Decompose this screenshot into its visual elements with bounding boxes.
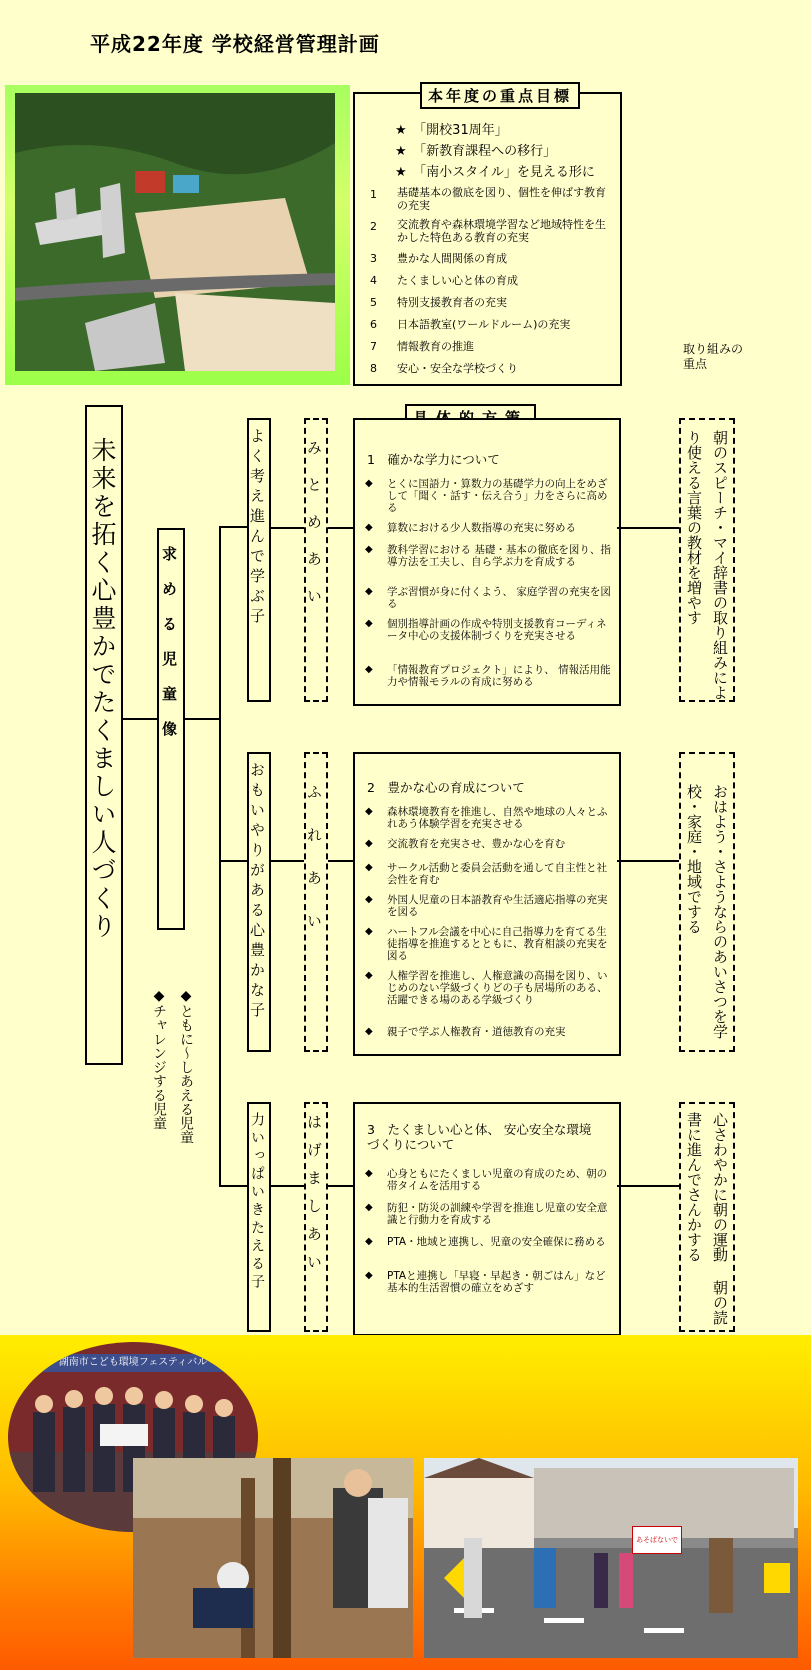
crossing-guard-photo <box>424 1458 798 1658</box>
goal-item: 情報教育の推進 <box>397 340 474 353</box>
bullet-text: ともに〜しあえる児童 <box>178 1004 194 1144</box>
connector-line <box>219 1185 247 1187</box>
diamond-icon: ◆ <box>365 1168 373 1179</box>
goal-item: 安心・安全な学校づくり <box>397 362 518 375</box>
school-aerial-photo <box>15 93 335 371</box>
goals-box <box>353 92 622 386</box>
diamond-icon: ◆ <box>365 1236 373 1247</box>
keyword-1: みとめあい <box>304 418 328 702</box>
diamond-icon: ◆ <box>365 544 373 555</box>
bullet-text: チャレンジする児童 <box>151 1004 167 1130</box>
connector-line <box>123 718 157 720</box>
diamond-icon: ◆ <box>365 1026 373 1037</box>
diamond-icon: ◆ <box>365 970 373 981</box>
forest-illustration <box>133 1458 413 1658</box>
connector-line <box>328 860 353 862</box>
measure-item: ◆ 人権学習を推進し、人権意識の高揚を図り、いじめのない学級づくりどの子も居場所のある、 活躍できる場のある学級づくり <box>365 970 608 1006</box>
school-motto: 未来を拓く心豊かでたくましい人づくり <box>85 405 123 1065</box>
connector-line <box>219 526 221 1186</box>
measure-item: ◆ 森林環境教育を推進し、自然や地球の人々とふれあう体験学習を充実させる <box>365 806 608 830</box>
connector-line <box>271 527 304 529</box>
measure-item: ◆ PTAと連携し「早寝・早起き・朝ごはん」など基本的生活習慣の確立をめざす <box>365 1270 606 1294</box>
connector-line <box>219 860 247 862</box>
goal-item: たくましい心と体の育成 <box>397 274 518 287</box>
diamond-icon: ◆ <box>365 926 373 937</box>
measure-heading: 2 豊かな心の育成について <box>367 780 525 795</box>
diamond-icon: ◆ <box>365 806 373 817</box>
goal-num: 2 <box>370 220 377 233</box>
measure-item: ◆ 学ぶ習慣が身に付くよう、 家庭学習の充実を図る <box>365 586 611 610</box>
diamond-icon: ◆ <box>178 988 194 1004</box>
child-goal-2: おもいやりがある心豊かな子 <box>247 752 271 1052</box>
connector-line <box>185 718 220 720</box>
measure-item: ◆ とくに国語力・算数力の基礎学力の向上をめざして「聞く・話す・伝え合う」力をさらに高める <box>365 478 608 514</box>
measure-box-2 <box>353 752 621 1056</box>
street-illustration <box>424 1458 798 1658</box>
measure-item: ◆ PTA・地域と連携し、児童の安全確保に務める <box>365 1236 606 1248</box>
measure-box-1 <box>353 418 621 706</box>
diamond-icon: ◆ <box>365 478 373 489</box>
connector-line <box>328 1185 353 1187</box>
goal-num: 4 <box>370 274 377 287</box>
diamond-icon: ◆ <box>365 1202 373 1213</box>
measure-item: ◆ 交流教育を充実させ、豊かな心を育む <box>365 838 566 850</box>
measure-heading: 3 たくましい心と体、 安心安全な環境づくりについて <box>367 1122 592 1152</box>
diamond-icon: ◆ <box>365 1270 373 1281</box>
star-icon: ★ <box>395 123 407 138</box>
star-icon: ★ <box>395 165 407 180</box>
ideal-bullet-2 <box>148 988 170 1130</box>
measure-item: ◆ 心身ともにたくましい児童の育成のため、朝の帯タイムを活用する <box>365 1168 608 1192</box>
measure-item: ◆ 個別指導計画の作成や特別支援教育コーディネータ中心の支援体制づくりを充実させる <box>365 618 607 642</box>
child-goal-1: よく考え進んで学ぶ子 <box>247 418 271 702</box>
goal-item: 日本語教室(ワールドルーム)の充実 <box>397 318 571 331</box>
connector-line <box>617 527 679 529</box>
goal-star-1: 「開校31周年」 <box>419 123 508 138</box>
diamond-icon: ◆ <box>365 862 373 873</box>
measure-box-3 <box>353 1102 621 1336</box>
goal-num: 8 <box>370 362 377 375</box>
connector-line <box>271 860 304 862</box>
goal-item: 交流教育や森林環境学習など地域特性を生かした特色ある教育の充実 <box>397 218 606 244</box>
focus-2: おはよう・さようならのあいさつを学校・家庭・地域でする <box>679 752 735 1052</box>
goal-num: 1 <box>370 188 377 201</box>
diamond-icon: ◆ <box>365 894 373 905</box>
diamond-icon: ◆ <box>365 664 373 675</box>
goal-item: 特別支援教育者の充実 <box>397 296 507 309</box>
measure-item: ◆ 「情報教育プロジェクト」により、 情報活用能力や情報モラルの育成に努める <box>365 664 611 688</box>
connector-line <box>219 526 247 528</box>
diamond-icon: ◆ <box>365 838 373 849</box>
measure-item: ◆ サークル活動と委員会活動を通して自主性と社会性を育む <box>365 862 608 886</box>
connector-line <box>328 527 353 529</box>
focus-note: 取り組みの重点 <box>683 342 744 371</box>
diamond-icon: ◆ <box>365 618 373 629</box>
diamond-icon: ◆ <box>365 586 373 597</box>
goal-num: 3 <box>370 252 377 265</box>
measure-item: ◆ ハートフル会議を中心に自己指導力を育てる生徒指導を推進するとともに、教育相談の充実を図る <box>365 926 608 962</box>
measure-item: ◆ 外国人児童の日本語教育や生活適応指導の充実を図る <box>365 894 608 918</box>
forest-activity-photo <box>133 1458 413 1658</box>
goal-item: 基礎基本の徹底を図り、個性を伸ばす教育の充実 <box>397 186 606 212</box>
measure-item: ◆ 算数における少人数指導の充実に努める <box>365 522 576 534</box>
child-goal-3: 力いっぱいきたえる子 <box>247 1102 271 1332</box>
goal-num: 7 <box>370 340 377 353</box>
connector-line <box>271 1185 304 1187</box>
star-icon: ★ <box>395 144 407 159</box>
goal-num: 6 <box>370 318 377 331</box>
page-title: 平成22年度 学校経営管理計画 <box>90 32 380 56</box>
keyword-3: はげましあい <box>304 1102 328 1332</box>
aerial-illustration <box>15 93 335 371</box>
goal-star-3: 「南小スタイル」を見える形に <box>419 165 595 180</box>
diamond-icon: ◆ <box>365 522 373 533</box>
connector-line <box>617 1185 679 1187</box>
goal-item: 豊かな人間関係の育成 <box>397 252 507 265</box>
diamond-icon: ◆ <box>151 988 167 1004</box>
ideal-bullet-1 <box>175 988 197 1144</box>
goal-num: 5 <box>370 296 377 309</box>
goal-star-2: 「新教育課程への移行」 <box>419 144 557 159</box>
goals-heading: 本年度の重点目標 <box>420 82 580 109</box>
measure-heading: 1 確かな学力について <box>367 452 500 467</box>
measure-item: ◆ 親子で学ぶ人権教育・道徳教育の充実 <box>365 1026 566 1038</box>
road-sign: あそばないで <box>632 1526 682 1554</box>
keyword-2: ふれあい <box>304 752 328 1052</box>
ideal-child-label: 求める児童像 <box>157 528 185 930</box>
focus-3: 心さわやかに朝の運動 朝の読書に進んでさんかする <box>679 1102 735 1332</box>
festival-banner: 湖南市こども環境フェスティバル <box>28 1354 238 1372</box>
measure-item: ◆ 教科学習における 基礎・基本の徹底を図り、指導方法を工夫し、自ら学ぶ力を育成する <box>365 544 611 568</box>
connector-line <box>617 860 679 862</box>
measure-item: ◆ 防犯・防災の訓練や学習を推進し児童の安全意識と行動力を育成する <box>365 1202 608 1226</box>
focus-1: 朝のスピーチ・マイ辞書の取り組みにより使える言葉の教材を増やす <box>679 418 735 702</box>
